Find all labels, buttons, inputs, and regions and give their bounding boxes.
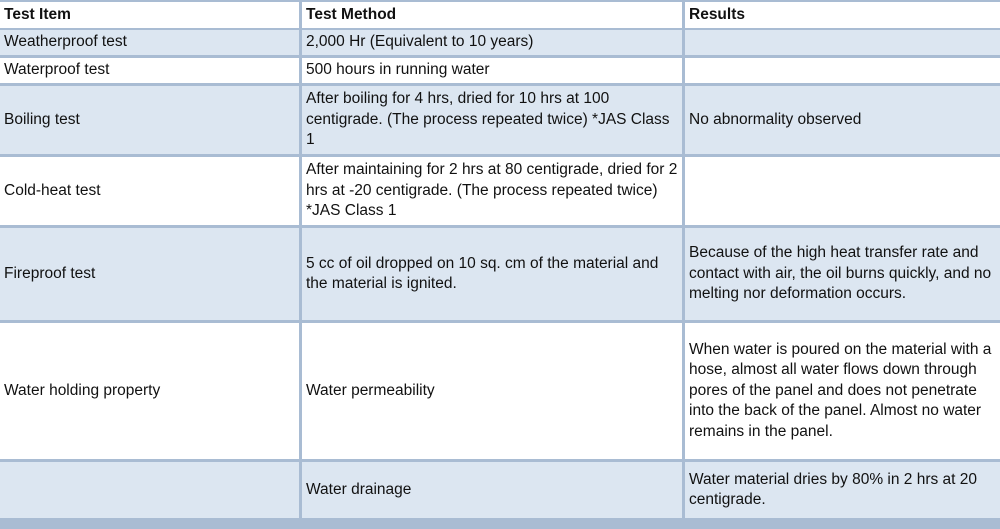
- table-row: [0, 157, 1000, 225]
- test-method-cell: Water drainage: [302, 462, 682, 518]
- test-item-cell: [0, 462, 299, 518]
- result-cell: [685, 30, 1000, 55]
- test-item-cell: Fireproof test: [0, 228, 299, 320]
- result-cell: No abnormality observed: [685, 86, 1000, 154]
- test-method-cell: 2,000 Hr (Equivalent to 10 years): [302, 30, 682, 55]
- test-method-cell: After boiling for 4 hrs, dried for 10 hrs at 100 centigrade. (The process repeated twice) *JAS Class 1: [302, 86, 682, 154]
- header-results: Results: [685, 2, 1000, 28]
- result-cell: [685, 157, 1000, 225]
- header-test-method: Test Method: [302, 2, 682, 28]
- test-item-cell: Boiling test: [0, 86, 299, 154]
- table-row: [0, 323, 1000, 459]
- header-test-item: Test Item: [0, 2, 299, 28]
- table-header-row: [0, 2, 1000, 28]
- table-row: [0, 462, 1000, 518]
- table-row: [0, 30, 1000, 55]
- result-cell: Water material dries by 80% in 2 hrs at 20 centigrade.: [685, 462, 1000, 518]
- table-row: [0, 58, 1000, 83]
- test-item-cell: Cold-heat test: [0, 157, 299, 225]
- test-method-cell: 500 hours in running water: [302, 58, 682, 83]
- table-row: [0, 86, 1000, 154]
- test-method-cell: After maintaining for 2 hrs at 80 centigrade, dried for 2 hrs at -20 centigrade. (The process repeated twice) *JAS Class 1: [302, 157, 682, 225]
- result-cell: Because of the high heat transfer rate and contact with air, the oil burns quickly, and no melting nor deformation occurs.: [685, 228, 1000, 320]
- result-cell: When water is poured on the material with a hose, almost all water flows down through pores of the panel and does not penetrate into the back of the panel. Almost no water remains in the panel.: [685, 323, 1000, 459]
- test-item-cell: Waterproof test: [0, 58, 299, 83]
- test-method-cell: Water permeability: [302, 323, 682, 459]
- test-item-cell: Weatherproof test: [0, 30, 299, 55]
- result-cell: [685, 58, 1000, 83]
- test-item-cell: Water holding property: [0, 323, 299, 459]
- test-method-cell: 5 cc of oil dropped on 10 sq. cm of the material and the material is ignited.: [302, 228, 682, 320]
- table-row: [0, 228, 1000, 320]
